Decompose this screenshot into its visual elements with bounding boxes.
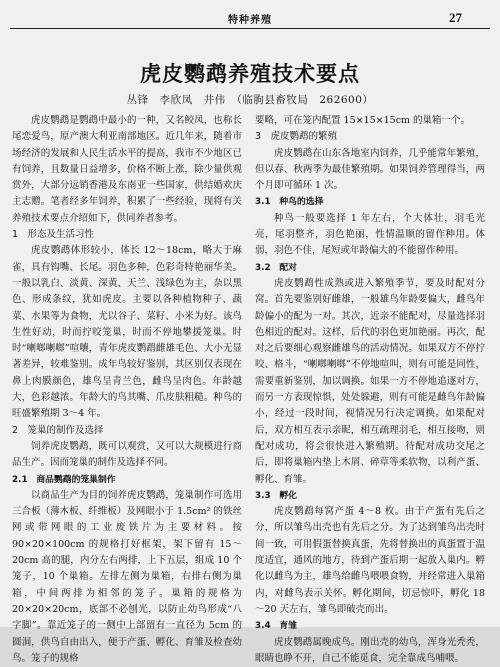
continued-paragraph: 要略，可在笼内配置 15×15×15cm 的巢箱一个。 <box>255 113 485 129</box>
subsection-heading: 3.3 孵化 <box>255 488 485 504</box>
section-heading: 1 形态及生活习性 <box>12 227 242 243</box>
running-header <box>10 8 490 29</box>
section-heading: 3 虎皮鹦鹉的繁殖 <box>255 129 485 145</box>
article-byline: 丛锋 李欣凤 井伟 （临朐县畜牧局 262600） <box>0 92 500 107</box>
body-paragraph: 种鸟一般要选择 1 年左右，个大体壮，羽毛光亮，尾羽整齐，羽色艳丽，性情温顺的留作种用。体弱，羽色不佳，尾短或年龄偏大的不能留作种用。 <box>255 211 485 260</box>
subsection-heading: 3.2 配对 <box>255 260 485 276</box>
left-column <box>12 113 242 667</box>
intro-paragraph: 虎皮鹦鹉是鹦鹉中最小的一种，又名鲛凤，也称长尾恋爱鸟，原产澳大利亚南部地区。近几年来，随着市场经济的发展和人民生活水平的提高，我市不少地区已有饲养，且数量日益增多，价格不断上涨，除少量供观赏外，大部分远销香港及东南亚一些国家，供结婚欢庆主志赠。笔者经多年饲养，积累了一些经验，现将有关养殖技术要点介绍如下，供同养者参考。 <box>12 113 242 227</box>
page-number: 27 <box>449 10 462 26</box>
section-name: 特种养殖 <box>10 11 490 26</box>
body-paragraph: 以商品生产为目的饲养虎皮鹦鹉，笼巢制作可选用三合板（薄木板、纤维板）及网眼小于 1.5cm² 的铁丝网或带网眼的工业废铁片为主要材料。按 90×20×100cm 的规格打好框架，架下留有 15～20cm 高的腿，内分左右两排，上下五层，组成 10 个笼子，10 个巢箱。左排左侧为巢箱，右排右侧为巢箱，中间两排为相邻的笼子。巢箱的规格为 20×20×20cm，底部不必刨光，以防止幼鸟形成“八字脚”。靠近笼子的一侧中上部留有一直径为 5cm 的圆洞，供鸟自由出入，便于产蛋、孵化、育雏及检查幼鸟。笼子的规格 <box>12 488 242 667</box>
subsection-heading: 3.4 育雏 <box>255 618 485 634</box>
subsection-heading: 3.1 种鸟的选择 <box>255 194 485 210</box>
right-column <box>255 113 485 667</box>
body-paragraph: 虎皮鹦鹉每窝产蛋 4～8 枚。由于产蛋有先后之分，所以雏鸟出壳也有先后之分。为了达到雏鸟出壳时间一致，可用假蛋替换真蛋，先将替换出的真蛋置于温度适宜，通风的地方，待到产蛋后期一起放入巢内。孵化以雌鸟为主，雄鸟给雌鸟喂喂食物，并经常进入巢箱内，对雌鸟表示关怀。孵化期间，切忌惊吓，孵化 18～20 天左右，雏鸟即破壳而出。 <box>255 504 485 618</box>
section-heading: 2 笼巢的制作及选择 <box>12 423 242 439</box>
body-paragraph: 虎皮鹦鹉性成熟或进入繁殖季节，要及时配对分窝。首先要鉴别好雌雄，一般雄鸟年龄要偏大，雌鸟年龄偏小的配为一对。其次，近亲不能配对，尽量选择羽色相近的配对。这样，后代的羽色更加艳丽。再次，配对之后要细心观察雌雄鸟的活动情况。如果双方不停拧咬、格斗，“喇啷喇啷”不停地喧叫，则有可能是同性，需要重新鉴别，加以调换。如果一方不停地追逐对方，而另一方表现惊惧，处处躲避，则有可能是雌鸟年龄偏小，经过一段时间，视情况另行决定调换。如果配对后，双方相互表示亲昵，相互疏理羽毛，相互接吻，则配对成功，将会很快进入繁殖期。待配对成功交尾之后，即将巢箱内垫上木屑、碎草等柔软物，以利产蛋、孵化、育雏。 <box>255 276 485 488</box>
body-paragraph: 虎皮鹦鹉体形较小，体长 12～18cm，略大于麻雀，具有钩嘴、长尾。羽色多种，色彩奇特艳丽华美。一般以乳白、淡黄、深黄、天兰、浅绿色为主，杂以黑色、形成条纹，犹如虎皮。主要以各种植物种子、蔬菜、水果等为食物，尤以谷子、菜籽、小米为好。该鸟生性好动，时而拧咬笼巢，时而不停地攀援笼巢。时时“喇啷喇啷”喧嚷，青年虎皮鹦鹉雌雄毛色、大小无显著差异，较难鉴别。成年鸟较好鉴别，其区别仅表现在鼻上肉膜颜色，雄鸟呈青兰色，雌鸟呈肉色。年龄越大，色彩越浓。年龄大的鸟其嘴、爪皮肤粗糙。种鸟的旺盛繁殖期 3～4 年。 <box>12 243 242 422</box>
body-paragraph: 虎皮鹦鹉在山东各地室内饲养，几乎能常年繁殖，但以春、秋两季为最佳繁殖期。如果饲养管理得当，两个月即可循环 1 次。 <box>255 146 485 195</box>
article-title: 虎皮鹦鹉养殖技术要点 <box>0 58 500 88</box>
body-paragraph: 虎皮鹦鹉属晚成鸟。刚出壳的幼鸟，浑身光秃秃，眼睛也睁不开，自己不能觅食，完全靠成鸟哺喂。 <box>255 635 485 667</box>
body-paragraph: 饲养虎皮鹦鹉，既可以观赏，又可以大规模进行商品生产。因而笼巢的制作及选择不同。 <box>12 439 242 472</box>
subsection-heading: 2.1 商品鹦鹉的笼巢制作 <box>12 472 242 488</box>
